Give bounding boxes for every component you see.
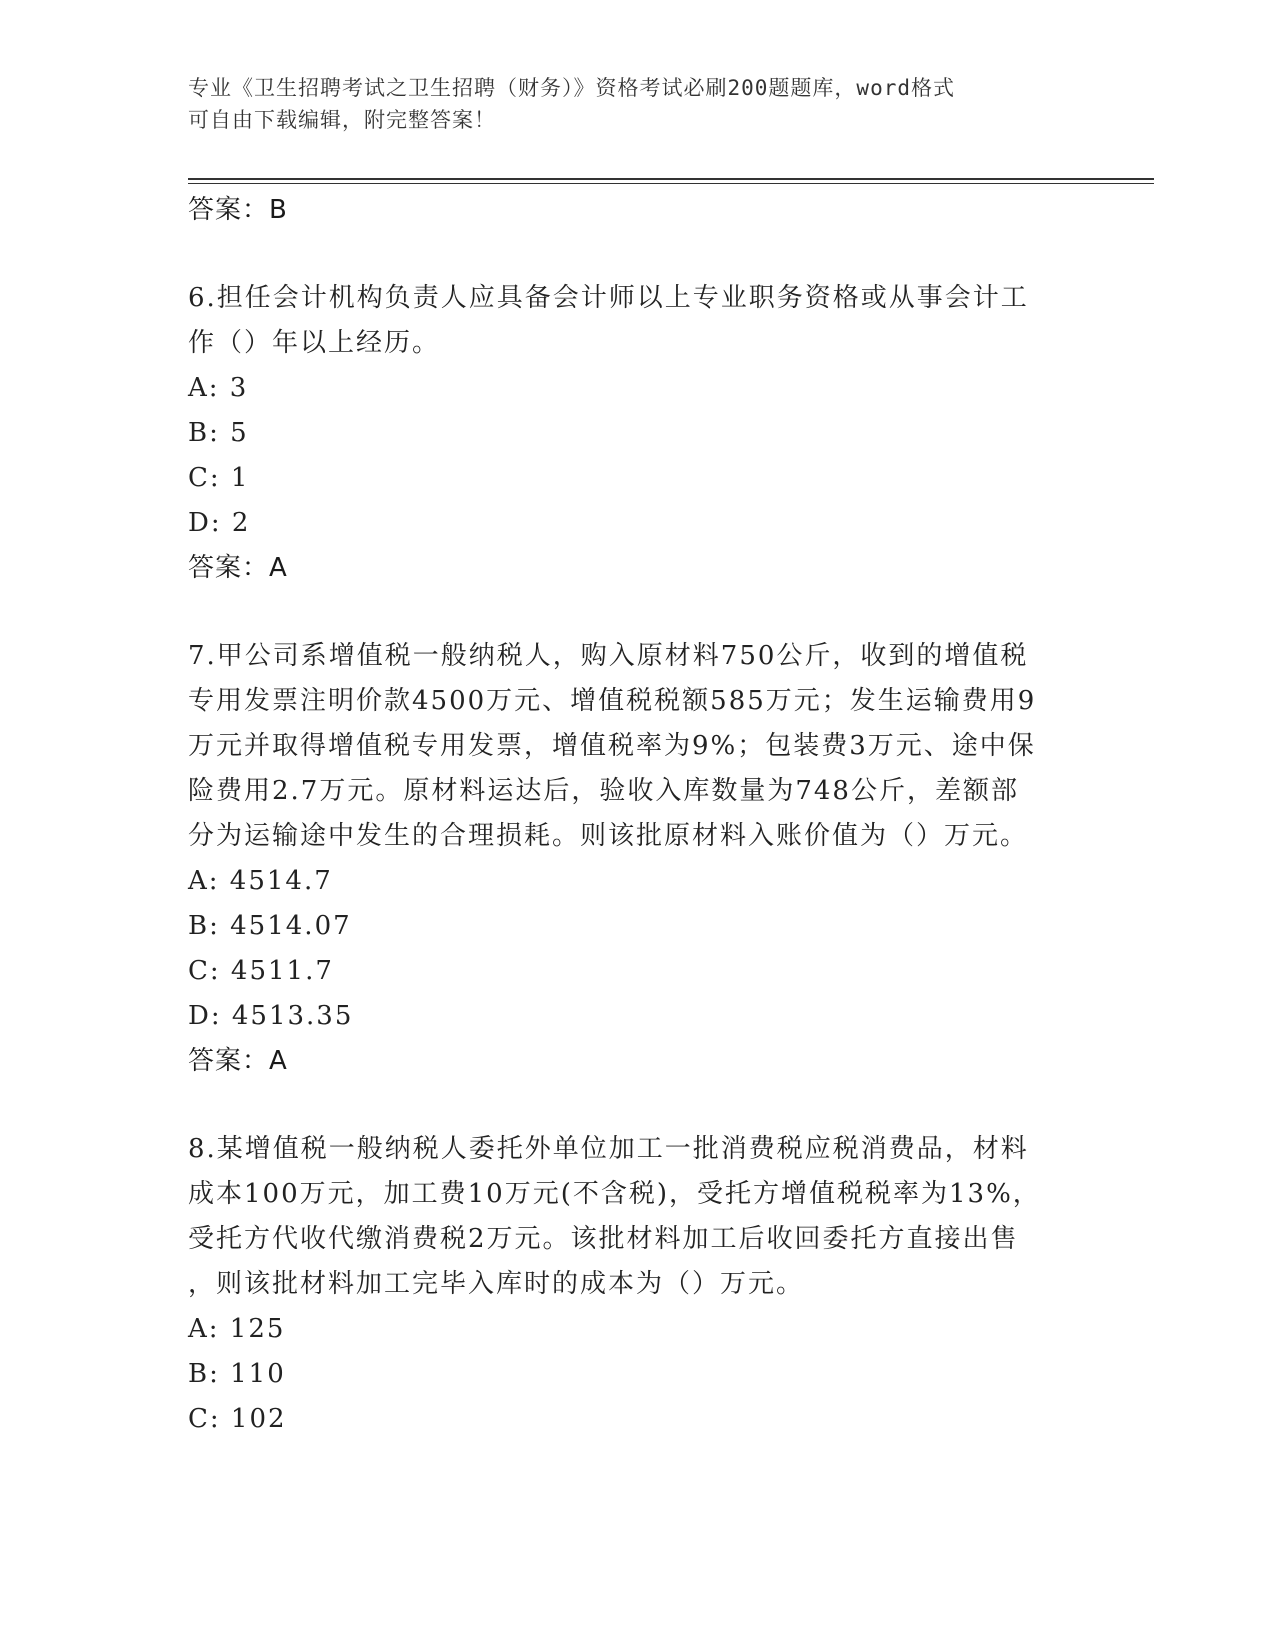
question-8 [188, 1127, 1068, 1442]
question-7-option-c: C: 4511.7 [188, 956, 334, 986]
question-7-stem-line-1: 7.甲公司系增值税一般纳税人，购入原材料750公斤，收到的增值税 [188, 641, 1029, 671]
question-7-stem-line-3: 万元并取得增值税专用发票，增值税率为9%；包装费3万元、途中保 [188, 731, 1036, 761]
question-6-answer: 答案：A [188, 553, 288, 583]
question-6-option-d: D: 2 [188, 508, 251, 538]
question-7-stem-line-5: 分为运输途中发生的合理损耗。则该批原材料入账价值为（）万元。 [188, 821, 1029, 851]
question-7-option-a: A: 4514.7 [188, 866, 333, 896]
question-6-stem-line-2: 作（）年以上经历。 [188, 328, 441, 358]
question-6-option-c: C: 1 [188, 463, 250, 493]
spacer [188, 591, 1068, 634]
question-6 [188, 276, 1068, 591]
question-8-stem-line-3: 受托方代收代缴消费税2万元。该批材料加工后收回委托方直接出售 [188, 1224, 1019, 1254]
document-header [188, 72, 1068, 136]
question-8-option-c: C: 102 [188, 1404, 287, 1434]
question-8-stem-line-2: 成本100万元，加工费10万元(不含税)，受托方增值税税率为13%， [188, 1179, 1041, 1209]
question-8-stem-line-4: ，则该批材料加工完毕入库时的成本为（）万元。 [188, 1269, 805, 1299]
question-8-option-b: B: 110 [188, 1359, 286, 1389]
question-8-option-a: A: 125 [188, 1314, 286, 1344]
question-7 [188, 634, 1068, 1084]
question-7-answer: 答案：A [188, 1046, 288, 1076]
header-divider-thick [188, 178, 1154, 180]
header-line-1: 专业《卫生招聘考试之卫生招聘（财务）》资格考试必刷200题题库，word格式 [188, 76, 955, 100]
spacer [188, 233, 1068, 276]
question-6-option-b: B: 5 [188, 418, 249, 448]
spacer [188, 1084, 1068, 1127]
question-6-stem-line-1: 6.担任会计机构负责人应具备会计师以上专业职务资格或从事会计工 [188, 283, 1029, 313]
header-line-2: 可自由下载编辑，附完整答案！ [188, 108, 496, 132]
question-7-option-d: D: 4513.35 [188, 1001, 354, 1031]
question-list [188, 188, 1068, 1442]
previous-answer: 答案：B [188, 195, 288, 225]
question-6-option-a: A: 3 [188, 373, 249, 403]
question-8-stem-line-1: 8.某增值税一般纳税人委托外单位加工一批消费税应税消费品，材料 [188, 1134, 1029, 1164]
question-7-option-b: B: 4514.07 [188, 911, 352, 941]
header-divider-thin [188, 183, 1154, 184]
question-7-stem-line-4: 险费用2.7万元。原材料运达后，验收入库数量为748公斤，差额部 [188, 776, 1019, 806]
question-7-stem-line-2: 专用发票注明价款4500万元、增值税税额585万元；发生运输费用9 [188, 686, 1037, 716]
